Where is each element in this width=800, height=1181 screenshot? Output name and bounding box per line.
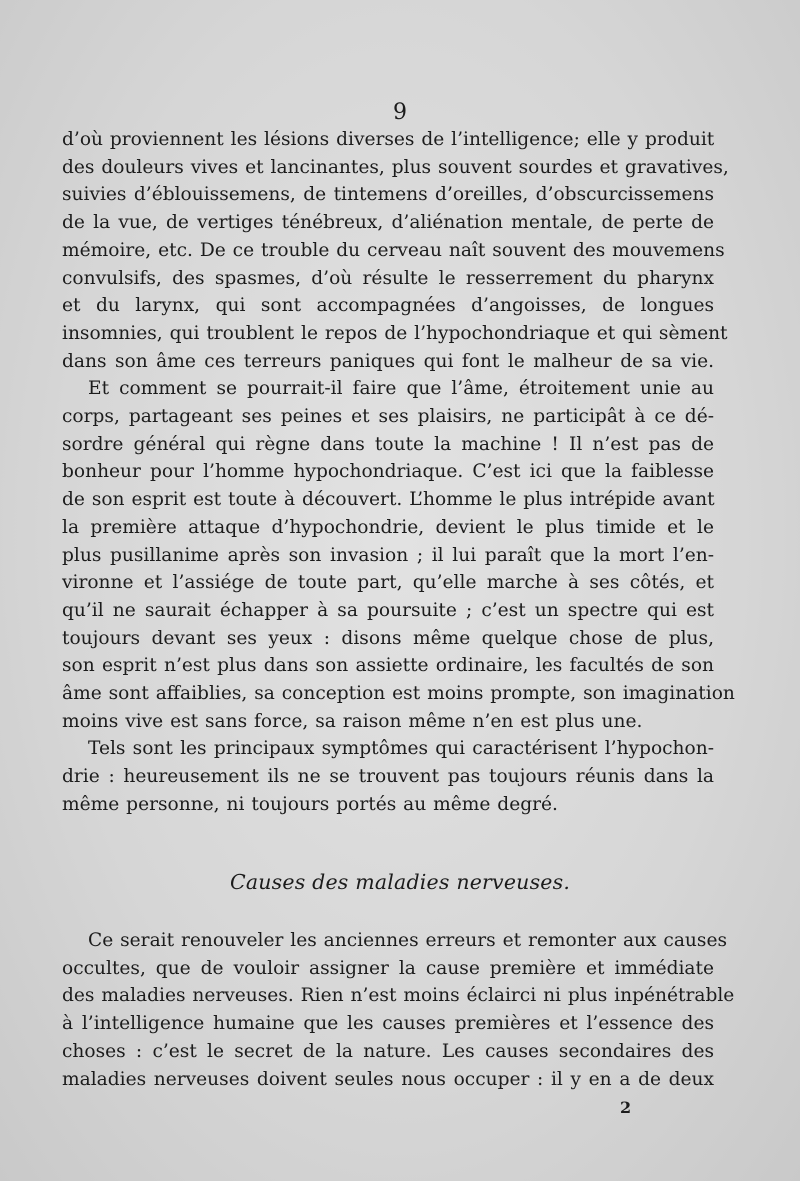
text-line: la première attaque d’hypochondrie, devient le plus timide et le	[62, 516, 714, 538]
text-line: sordre général qui règne dans toute la machine ! Il n’est pas de	[62, 433, 714, 455]
text-line: plus pusillanime après son invasion ; il lui paraît que la mort l’en-	[62, 544, 714, 566]
text-line: insomnies, qui troublent le repos de l’hypochondriaque et qui sèment	[62, 322, 728, 344]
text-line: maladies nerveuses doivent seules nous occuper : il y en a de deux	[62, 1068, 714, 1090]
text-line: et du larynx, qui sont accompagnées d’angoisses, de longues	[62, 295, 714, 317]
text-line: Et comment se pourrait-il faire que l’âme, étroitement unie au	[88, 378, 714, 400]
text-line: moins vive est sans force, sa raison même n’en est plus une.	[62, 710, 643, 732]
section-heading: Causes des maladies nerveuses.	[229, 870, 571, 894]
text-line: qu’il ne saurait échapper à sa poursuite ; c’est un spectre qui est	[62, 599, 714, 621]
text-line: de son esprit est toute à découvert. L’homme le plus intrépide avant	[62, 489, 715, 511]
body-text-lower	[62, 927, 735, 1093]
text-line: dans son âme ces terreurs paniques qui font le malheur de sa vie.	[62, 350, 714, 372]
text-line: même personne, ni toujours portés au même degré.	[62, 793, 558, 815]
text-line: convulsifs, des spasmes, d’où résulte le resserrement du pharynx	[62, 267, 714, 289]
text-line: corps, partageant ses peines et ses plaisirs, ne participât à ce dé-	[62, 406, 714, 428]
text-line: choses : c’est le secret de la nature. Les causes secondaires des	[62, 1040, 714, 1062]
text-line: bonheur pour l’homme hypochondriaque. C’est ici que la faiblesse	[62, 461, 714, 483]
text-line: suivies d’éblouissemens, de tintemens d’oreilles, d’obscurcissemens	[62, 184, 714, 206]
text-line: Ce serait renouveler les anciennes erreurs et remonter aux causes	[88, 930, 727, 951]
page-number: 9	[393, 100, 407, 125]
signature-mark: 2	[620, 1098, 632, 1117]
text-line: occultes, que de vouloir assigner la cause première et immédiate	[62, 957, 714, 979]
text-line: Tels sont les principaux symptômes qui caractérisent l’hypochon-	[88, 738, 714, 760]
text-line: âme sont affaiblies, sa conception est moins prompte, son imagination	[62, 683, 735, 705]
text-line: vironne et l’assiége de toute part, qu’elle marche à ses côtés, et	[62, 572, 714, 594]
body-text-upper	[62, 126, 735, 819]
text-line: mémoire, etc. De ce trouble du cerveau naît souvent des mouvemens	[62, 239, 725, 261]
text-line: des maladies nerveuses. Rien n’est moins éclairci ni plus inpénétrable	[62, 985, 735, 1007]
text-line: drie : heureusement ils ne se trouvent pas toujours réunis dans la	[62, 766, 714, 788]
text-line: des douleurs vives et lancinantes, plus souvent sourdes et gravatives,	[62, 156, 729, 178]
text-line: de la vue, de vertiges ténébreux, d’aliénation mentale, de perte de	[62, 212, 714, 234]
text-line: toujours devant ses yeux : disons même quelque chose de plus,	[62, 627, 714, 649]
text-line: son esprit n’est plus dans son assiette ordinaire, les facultés de son	[62, 655, 714, 677]
text-line: à l’intelligence humaine que les causes premières et l’essence des	[62, 1013, 714, 1035]
text-line: d’où proviennent les lésions diverses de l’intelligence; elle y produit	[62, 129, 715, 150]
